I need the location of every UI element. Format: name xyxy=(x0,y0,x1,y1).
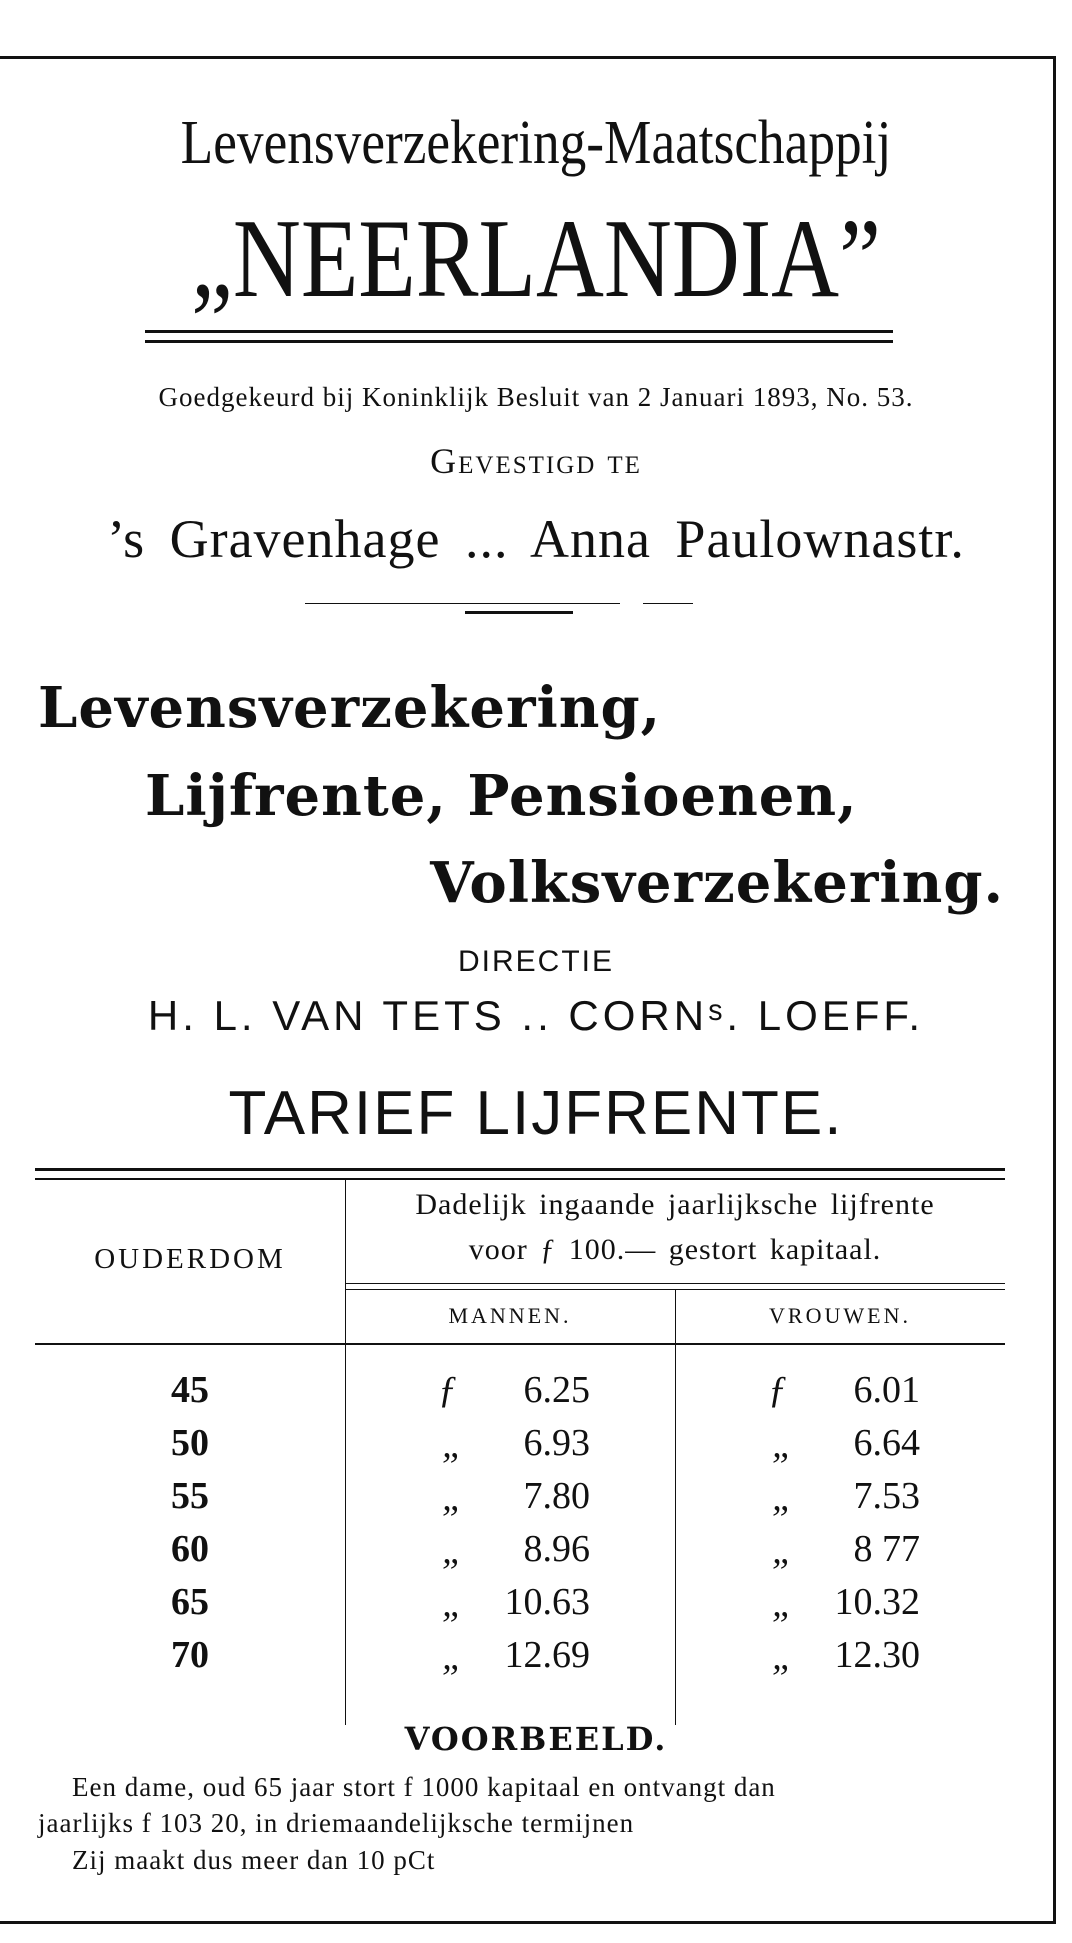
ornament-line-center xyxy=(465,611,573,614)
row-age: 70 xyxy=(171,1634,209,1676)
women-prefix: „ xyxy=(772,1583,794,1625)
row-age: 45 xyxy=(171,1369,209,1411)
women-value: 7.53 xyxy=(853,1475,920,1517)
table-rule-top-1 xyxy=(35,1168,1005,1171)
women-prefix: „ xyxy=(772,1530,794,1572)
approval-line: Goedgekeurd bij Koninklijk Besluit van 2 Januari 1893, No. 53. xyxy=(158,382,914,412)
directors-names: H. L. VAN TETS .. CORNˢ. LOEFF. xyxy=(147,992,925,1039)
example-title: VOORBEELD. xyxy=(404,1720,668,1758)
product-people-insurance: Volksverzekering. xyxy=(430,850,1004,916)
product-life-insurance: Levensverzekering, xyxy=(38,675,662,741)
men-prefix: „ xyxy=(442,1583,464,1625)
men-value: 8.96 xyxy=(523,1528,590,1570)
example-line-2: jaarlijks f 103 20, in driemaandelijksche termijnen xyxy=(38,1808,635,1838)
men-prefix: „ xyxy=(442,1477,464,1519)
row-age: 50 xyxy=(171,1422,209,1464)
column-header-description-2: voor ƒ 100.— gestort kapitaal. xyxy=(468,1233,882,1266)
example-line-1: Een dame, oud 65 jaar stort f 1000 kapitaal en ontvangt dan xyxy=(72,1772,776,1802)
title-rule-bottom xyxy=(145,340,893,343)
women-prefix: „ xyxy=(772,1424,794,1466)
founded-label: Gevestigd te xyxy=(430,441,642,481)
women-value: 6.64 xyxy=(853,1422,920,1464)
table-rule-header-bottom xyxy=(35,1343,1005,1345)
women-prefix: ƒ xyxy=(768,1369,787,1411)
ornament-line-right xyxy=(643,603,693,604)
company-name: Levensverzekering-Maatschappij xyxy=(180,109,892,177)
column-header-women: VROUWEN. xyxy=(769,1303,911,1328)
men-value: 12.69 xyxy=(504,1634,590,1676)
tariff-title: TARIEF LIJFRENTE. xyxy=(228,1079,844,1148)
row-age: 55 xyxy=(171,1475,209,1517)
men-prefix: „ xyxy=(442,1424,464,1466)
men-value: 6.93 xyxy=(523,1422,590,1464)
table-rule-sub-1 xyxy=(345,1283,1005,1284)
location-line: ’s Gravenhage ... Anna Paulownastr. xyxy=(107,509,965,569)
women-prefix: „ xyxy=(772,1477,794,1519)
ornament-line-left xyxy=(305,603,620,604)
men-value: 6.25 xyxy=(523,1369,590,1411)
women-prefix: „ xyxy=(772,1636,794,1678)
direction-label: DIRECTIE xyxy=(457,945,614,978)
column-header-description: Dadelijk ingaande jaarlijksche lijfrente xyxy=(415,1188,935,1221)
men-prefix: „ xyxy=(442,1530,464,1572)
men-value: 7.80 xyxy=(523,1475,590,1517)
row-age: 60 xyxy=(171,1528,209,1570)
women-value: 12.30 xyxy=(834,1634,920,1676)
product-annuity-pensions: Lijfrente, Pensioenen, xyxy=(145,763,858,829)
table-divider-sex xyxy=(675,1290,676,1725)
column-header-age: OUDERDOM xyxy=(94,1243,286,1275)
table-rule-top-2 xyxy=(35,1178,1005,1180)
men-value: 10.63 xyxy=(504,1581,590,1623)
title-rule-top xyxy=(145,330,893,333)
men-prefix: „ xyxy=(442,1636,464,1678)
men-prefix: ƒ xyxy=(438,1369,457,1411)
row-age: 65 xyxy=(171,1581,209,1623)
women-value: 10.32 xyxy=(834,1581,920,1623)
women-value: 8 77 xyxy=(853,1528,920,1570)
column-header-men: MANNEN. xyxy=(448,1303,572,1328)
women-value: 6.01 xyxy=(853,1369,920,1411)
example-line-3: Zij maakt dus meer dan 10 pCt xyxy=(72,1845,436,1875)
brand-name: „NEERLANDIA” xyxy=(191,197,881,321)
